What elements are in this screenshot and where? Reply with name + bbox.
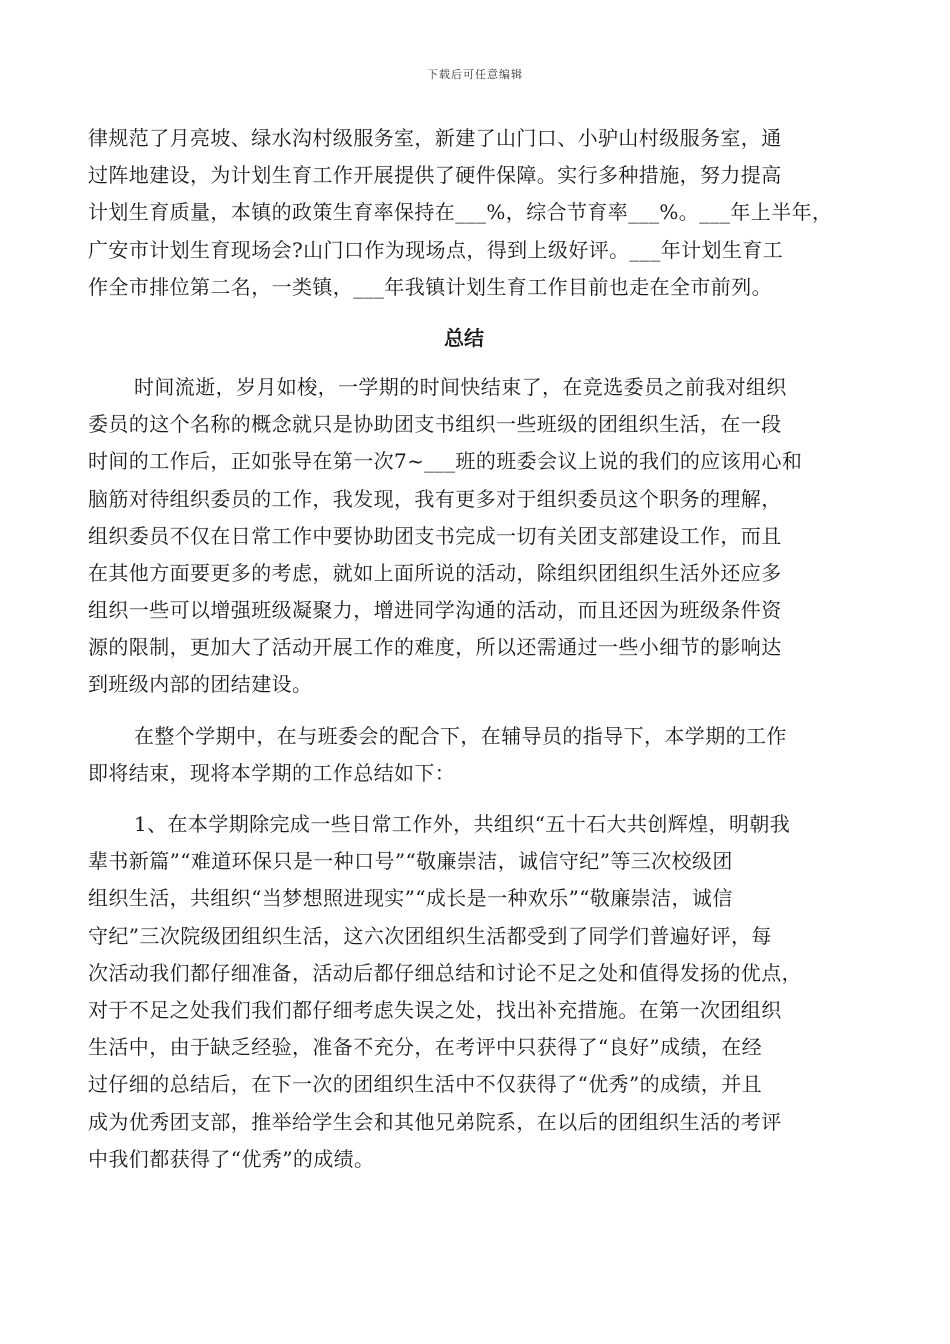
text-line: 1、在本学期除完成一些日常工作外，共组织“五十石大共创辉煌，明朝我 bbox=[134, 812, 791, 836]
text-line: 时间流逝，岁月如梭，一学期的时间快结束了，在竞选委员之前我对组织 bbox=[134, 374, 787, 399]
text-line: 广安市计划生育现场会?山门口作为现场点，得到上级好评。___年计划生育工 bbox=[88, 237, 784, 262]
text-line: 对于不足之处我们我们都仔细考虑失误之处，找出补充措施。在第一次团组织 bbox=[88, 997, 782, 1022]
summary-paragraph-1 bbox=[88, 369, 868, 704]
text-line: 成为优秀团支部，推举给学生会和其他兄弟院系，在以后的团组织生活的考评 bbox=[88, 1109, 782, 1134]
text-line: 组织生活，共组织“当梦想照进现实”“成长是一种欢乐”“敬廉崇洁，诚信 bbox=[88, 886, 733, 911]
text-line: 守纪”三次院级团组织生活，这六次团组织生活都受到了同学们普遍好评，每 bbox=[88, 923, 772, 948]
text-line: 源的限制，更加大了活动开展工作的难度，所以还需通过一些小细节的影响达 bbox=[88, 635, 782, 660]
text-line: 过阵地建设，为计划生育工作开展提供了硬件保障。实行多种措施，努力提高 bbox=[88, 163, 782, 188]
page-header-note: 下载后可任意编辑 bbox=[427, 68, 523, 81]
text-line: 脑筋对待组织委员的工作，我发现，我有更多对于组织委员这个职务的理解， bbox=[88, 486, 782, 511]
section-title: 总结 bbox=[444, 325, 484, 350]
text-line: 生活中，由于缺乏经验，准备不充分，在考评中只获得了“良好”成绩，在经 bbox=[88, 1035, 763, 1060]
paragraph-gap bbox=[88, 792, 868, 806]
text-line: 次活动我们都仔细准备，活动后都仔细总结和讨论不足之处和值得发扬的优点， bbox=[88, 960, 802, 985]
text-line: 到班级内部的团结建设。 bbox=[88, 672, 313, 697]
text-line: 在整个学期中，在与班委会的配合下，在辅导员的指导下，本学期的工作 bbox=[134, 723, 787, 748]
text-line: 律规范了月亮坡、绿水沟村级服务室，新建了山门口、小驴山村级服务室，通 bbox=[88, 126, 782, 150]
text-line: 委员的这个名称的概念就只是协助团支书组织一些班级的团组织生活，在一段 bbox=[88, 412, 782, 437]
text-line: 计划生育质量，本镇的政策生育率保持在___%，综合节育率___%。___年上半年， bbox=[88, 200, 833, 225]
text-line: 中我们都获得了“优秀”的成绩。 bbox=[88, 1146, 375, 1171]
document-body bbox=[88, 120, 868, 1178]
text-line: 过仔细的总结后，在下一次的团组织生活中不仅获得了“优秀”的成绩，并且 bbox=[88, 1072, 763, 1097]
text-line: 即将结束，现将本学期的工作总结如下： bbox=[88, 760, 456, 785]
text-line: 组织一些可以增强班级凝聚力，增进同学沟通的活动，而且还因为班级条件资 bbox=[88, 598, 782, 623]
summary-paragraph-2 bbox=[88, 718, 868, 792]
section-1-paragraph bbox=[88, 120, 868, 306]
paragraph-gap bbox=[88, 704, 868, 718]
text-line: 组织委员不仅在日常工作中要协助团支书完成一切有关团支部建设工作，而且 bbox=[88, 523, 782, 548]
text-line: 时间的工作后，正如张导在第一次7~___班的班委会议上说的我们的应该用心和 bbox=[88, 449, 803, 474]
text-line: 作全市排位第二名，一类镇，___年我镇计划生育工作目前也走在全市前列。 bbox=[88, 274, 772, 299]
text-line: 在其他方面要更多的考虑，就如上面所说的活动，除组织团组织生活外还应多 bbox=[88, 560, 782, 585]
summary-paragraph-3 bbox=[88, 806, 868, 1178]
text-line: 辈书新篇”“难道环保只是一种口号”“敬廉崇洁，诚信守纪”等三次校级团 bbox=[88, 849, 733, 874]
